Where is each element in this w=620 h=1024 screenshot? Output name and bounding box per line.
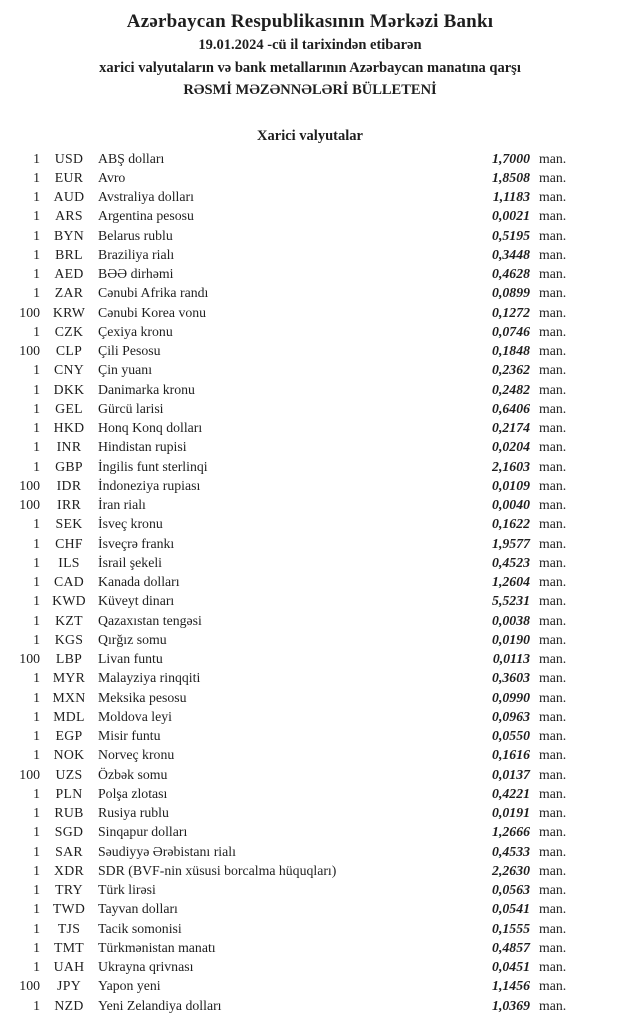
currency-code-cell: GEL	[55, 400, 83, 416]
currency-code-cell: MYR	[52, 670, 86, 686]
currency-code-cell: IRR	[57, 497, 81, 512]
currency-code-cell: NOK	[53, 747, 85, 763]
rate-value-cell: 0,0040	[492, 497, 530, 512]
section-title: Xarici valyutalar	[257, 127, 363, 144]
table-row	[0, 168, 576, 187]
quantity-cell: 1	[33, 150, 40, 166]
currency-name-cell: Moldova leyi	[98, 708, 172, 724]
table-row	[0, 591, 576, 610]
quantity-cell: 1	[33, 458, 40, 474]
currency-name-cell: Argentina pesosu	[98, 208, 194, 224]
rate-value-cell: 0,2174	[492, 420, 530, 435]
quantity-cell: 100	[19, 343, 40, 358]
quantity-cell: 1	[33, 785, 40, 801]
table-row	[0, 765, 576, 784]
quantity-cell: 1	[33, 612, 40, 628]
rate-value-cell: 0,3603	[492, 670, 530, 686]
quantity-cell: 1	[33, 246, 40, 262]
table-row	[0, 187, 576, 206]
unit-cell: man.	[539, 400, 567, 416]
rate-value-cell: 0,4857	[492, 939, 530, 955]
quantity-cell: 1	[33, 516, 40, 532]
unit-cell: man.	[539, 862, 567, 878]
currency-name-cell: Avstraliya dolları	[98, 189, 194, 204]
currency-code-cell: DKK	[53, 381, 85, 397]
currency-code-cell: IDR	[56, 477, 82, 493]
table-row	[0, 245, 576, 264]
currency-name-cell: Türkmənistan manatı	[98, 939, 216, 955]
quantity-cell: 1	[33, 901, 40, 917]
rate-value-cell: 0,5195	[492, 227, 530, 243]
quantity-cell: 1	[33, 670, 40, 686]
rate-value-cell: 0,0451	[492, 959, 530, 974]
quantity-cell: 1	[33, 843, 40, 859]
rate-value-cell: 1,1456	[492, 978, 530, 994]
unit-cell: man.	[539, 843, 567, 859]
currency-code-cell: SAR	[55, 843, 83, 859]
currency-name-cell: Kanada dolları	[98, 574, 180, 589]
currency-name-cell: Cənubi Korea vonu	[98, 304, 207, 320]
rate-value-cell: 0,2362	[492, 362, 530, 378]
rate-value-cell: 0,0021	[492, 208, 530, 224]
currency-code-cell: EUR	[54, 169, 84, 185]
unit-cell: man.	[539, 574, 567, 589]
quantity-cell: 1	[33, 728, 40, 743]
table-row	[0, 707, 576, 726]
unit-cell: man.	[539, 420, 567, 435]
table-row	[0, 880, 576, 899]
bank-name-title: Azərbaycan Respublikasının Mərkəzi Bankı	[126, 11, 494, 32]
table-row	[0, 688, 576, 707]
table-row	[0, 283, 576, 302]
quantity-cell: 1	[33, 439, 40, 455]
table-row	[0, 206, 576, 225]
currency-name-cell: Küveyt dinarı	[98, 593, 175, 609]
unit-cell: man.	[539, 554, 567, 570]
table-row	[0, 861, 576, 880]
quantity-cell: 100	[19, 477, 40, 493]
currency-name-cell: Avro	[98, 169, 126, 185]
table-row	[0, 726, 576, 745]
table-row	[0, 822, 576, 841]
table-row	[0, 457, 576, 476]
rate-value-cell: 0,0113	[492, 651, 530, 666]
currency-name-cell: İndoneziya rupiası	[98, 477, 201, 493]
unit-cell: man.	[539, 978, 567, 994]
currency-name-cell: Tayvan dolları	[98, 901, 178, 917]
quantity-cell: 1	[33, 400, 40, 416]
table-row	[0, 938, 576, 957]
table-row	[0, 264, 576, 283]
table-row	[0, 803, 576, 822]
currency-name-cell: Rusiya rublu	[98, 805, 169, 820]
table-row	[0, 630, 576, 649]
unit-cell: man.	[539, 708, 567, 724]
rate-value-cell: 0,0204	[492, 439, 530, 455]
unit-cell: man.	[539, 805, 567, 820]
rates-table	[0, 149, 576, 1015]
rate-value-cell: 1,0369	[492, 997, 530, 1013]
currency-name-cell: Honq Konq dolları	[98, 420, 203, 435]
currency-code-cell: TWD	[52, 901, 86, 917]
unit-cell: man.	[539, 208, 567, 224]
rate-value-cell: 1,2666	[492, 824, 530, 840]
rate-value-cell: 0,2482	[492, 381, 530, 397]
currency-code-cell: KWD	[52, 593, 86, 609]
currency-code-cell: BRL	[55, 246, 83, 262]
currency-code-cell: NZD	[54, 997, 84, 1013]
quantity-cell: 1	[33, 959, 40, 974]
currency-name-cell: ABŞ dolları	[98, 150, 165, 166]
currency-name-cell: SDR (BVF-nin xüsusi borcalma hüquqları)	[98, 862, 337, 878]
unit-cell: man.	[539, 824, 567, 840]
unit-cell: man.	[539, 920, 567, 936]
quantity-cell: 1	[33, 266, 40, 281]
currency-code-cell: INR	[56, 439, 82, 455]
currency-name-cell: Sinqapur dolları	[98, 824, 188, 840]
rate-value-cell: 2,1603	[492, 458, 530, 474]
currency-code-cell: KZT	[55, 612, 83, 628]
currency-code-cell: TRY	[55, 882, 83, 897]
rate-value-cell: 0,1555	[492, 920, 530, 936]
currency-code-cell: MXN	[52, 689, 86, 705]
quantity-cell: 100	[19, 978, 40, 994]
rate-value-cell: 5,5231	[492, 593, 530, 609]
table-row	[0, 745, 576, 764]
currency-name-cell: Danimarka kronu	[98, 381, 195, 397]
unit-cell: man.	[539, 169, 567, 185]
quantity-cell: 1	[33, 997, 40, 1013]
currency-code-cell: TMT	[53, 939, 85, 955]
currency-name-cell: Meksika pesosu	[98, 689, 187, 705]
currency-code-cell: SGD	[54, 824, 84, 840]
currency-code-cell: AED	[54, 266, 84, 281]
quantity-cell: 1	[33, 535, 40, 551]
currency-code-cell: TJS	[57, 920, 81, 936]
rate-value-cell: 0,0963	[492, 708, 530, 724]
quantity-cell: 100	[19, 651, 40, 666]
rate-value-cell: 0,0190	[492, 631, 530, 647]
table-row	[0, 919, 576, 938]
quantity-cell: 1	[33, 747, 40, 763]
unit-cell: man.	[539, 246, 567, 262]
table-row	[0, 611, 576, 630]
currency-name-cell: Çili Pesosu	[98, 343, 161, 358]
currency-code-cell: GBP	[55, 458, 83, 474]
table-row	[0, 649, 576, 668]
currency-name-cell: Livan funtu	[98, 651, 163, 666]
rate-value-cell: 1,9577	[492, 535, 530, 551]
rate-value-cell: 0,0541	[492, 901, 530, 917]
unit-cell: man.	[539, 362, 567, 378]
unit-cell: man.	[539, 882, 567, 897]
quantity-cell: 1	[33, 381, 40, 397]
rate-value-cell: 0,1848	[492, 343, 530, 358]
quantity-cell: 100	[19, 304, 40, 320]
table-row	[0, 784, 576, 803]
currency-name-cell: Misir funtu	[98, 728, 161, 743]
currency-name-cell: İran rialı	[98, 497, 146, 512]
unit-cell: man.	[539, 343, 567, 358]
currency-code-cell: JPY	[57, 978, 81, 994]
table-row	[0, 976, 576, 995]
currency-name-cell: Braziliya rialı	[98, 246, 175, 262]
rate-value-cell: 1,8508	[492, 169, 530, 185]
currency-name-cell: Gürcü larisi	[98, 400, 164, 416]
rate-value-cell: 0,4221	[492, 785, 530, 801]
currency-code-cell: UZS	[55, 766, 83, 782]
quantity-cell: 1	[33, 862, 40, 878]
currency-code-cell: KGS	[54, 631, 84, 647]
rate-value-cell: 0,1622	[492, 516, 530, 532]
unit-cell: man.	[539, 612, 567, 628]
rate-value-cell: 0,0137	[492, 766, 530, 782]
currency-name-cell: Türk lirəsi	[98, 882, 156, 897]
currency-code-cell: USD	[54, 150, 84, 166]
unit-cell: man.	[539, 535, 567, 551]
quantity-cell: 100	[19, 766, 40, 782]
unit-cell: man.	[539, 651, 567, 666]
table-row	[0, 226, 576, 245]
currency-code-cell: ILS	[58, 554, 80, 570]
quantity-cell: 1	[33, 805, 40, 820]
quantity-cell: 1	[33, 227, 40, 243]
unit-cell: man.	[539, 227, 567, 243]
currency-code-cell: SEK	[55, 516, 83, 532]
subject-line: xarici valyutaların və bank metallarının Azərbaycan manatına qarşı	[99, 59, 521, 76]
quantity-cell: 1	[33, 208, 40, 224]
quantity-cell: 1	[33, 631, 40, 647]
bulletin-title: RƏSMİ MƏZƏNNƏLƏRİ BÜLLETENİ	[183, 82, 437, 98]
unit-cell: man.	[539, 901, 567, 917]
unit-cell: man.	[539, 747, 567, 763]
quantity-cell: 100	[19, 497, 40, 512]
table-row	[0, 303, 576, 322]
unit-cell: man.	[539, 189, 567, 204]
quantity-cell: 1	[33, 420, 40, 435]
quantity-cell: 1	[33, 882, 40, 897]
unit-cell: man.	[539, 997, 567, 1013]
currency-code-cell: XDR	[53, 862, 85, 878]
unit-cell: man.	[539, 497, 567, 512]
currency-code-cell: CZK	[54, 323, 84, 339]
table-row	[0, 514, 576, 533]
unit-cell: man.	[539, 670, 567, 686]
currency-code-cell: RUB	[54, 805, 84, 820]
table-row	[0, 341, 576, 360]
table-row	[0, 360, 576, 379]
currency-name-cell: Çin yuanı	[98, 362, 153, 378]
table-row	[0, 572, 576, 591]
rate-value-cell: 0,0038	[492, 612, 530, 628]
table-row	[0, 380, 576, 399]
table-row	[0, 534, 576, 553]
currency-name-cell: BƏƏ dirhəmi	[98, 266, 174, 281]
currency-code-cell: UAH	[53, 959, 85, 974]
currency-name-cell: Malayziya rinqqiti	[98, 670, 201, 686]
currency-name-cell: Cənubi Afrika randı	[98, 285, 209, 301]
unit-cell: man.	[539, 304, 567, 320]
currency-code-cell: HKD	[53, 420, 85, 435]
quantity-cell: 1	[33, 824, 40, 840]
rate-value-cell: 0,0899	[492, 285, 530, 301]
table-row	[0, 149, 576, 168]
unit-cell: man.	[539, 266, 567, 281]
effective-date-line: 19.01.2024 -cü il tarixindən etibarən	[198, 37, 422, 53]
unit-cell: man.	[539, 728, 567, 743]
currency-code-cell: CHF	[55, 535, 83, 551]
unit-cell: man.	[539, 381, 567, 397]
currency-code-cell: ZAR	[54, 285, 84, 301]
quantity-cell: 1	[33, 939, 40, 955]
rate-value-cell: 0,4628	[492, 266, 530, 281]
currency-name-cell: İsveç kronu	[98, 516, 163, 532]
rate-value-cell: 1,1183	[492, 189, 530, 204]
rate-value-cell: 0,4533	[492, 843, 530, 859]
quantity-cell: 1	[33, 189, 40, 204]
table-row	[0, 495, 576, 514]
rate-value-cell: 0,0550	[492, 728, 530, 743]
unit-cell: man.	[539, 959, 567, 974]
currency-name-cell: Ukrayna qrivnası	[98, 959, 194, 974]
currency-name-cell: Hindistan rupisi	[98, 439, 187, 455]
currency-code-cell: CLP	[55, 343, 83, 358]
unit-cell: man.	[539, 766, 567, 782]
unit-cell: man.	[539, 477, 567, 493]
currency-name-cell: Qazaxıstan tengəsi	[98, 612, 202, 628]
currency-name-cell: Yeni Zelandiya dolları	[98, 997, 222, 1013]
currency-name-cell: Çexiya kronu	[98, 323, 173, 339]
unit-cell: man.	[539, 285, 567, 301]
table-row	[0, 842, 576, 861]
unit-cell: man.	[539, 785, 567, 801]
currency-name-cell: Qırğız somu	[98, 631, 167, 647]
rate-value-cell: 0,0109	[492, 477, 530, 493]
unit-cell: man.	[539, 631, 567, 647]
currency-code-cell: ARS	[55, 208, 83, 224]
currency-name-cell: İsrail şekeli	[98, 554, 162, 570]
table-row	[0, 668, 576, 687]
currency-name-cell: Polşa zlotası	[98, 785, 168, 801]
currency-code-cell: KRW	[52, 304, 86, 320]
table-row	[0, 899, 576, 918]
quantity-cell: 1	[33, 362, 40, 378]
table-row	[0, 322, 576, 341]
rate-value-cell: 0,0746	[492, 323, 530, 339]
rate-value-cell: 0,1272	[492, 304, 530, 320]
unit-cell: man.	[539, 939, 567, 955]
currency-name-cell: Norveç kronu	[98, 747, 175, 763]
table-row	[0, 957, 576, 976]
table-row	[0, 996, 576, 1015]
rate-value-cell: 0,4523	[492, 554, 530, 570]
rate-value-cell: 0,0563	[492, 882, 530, 897]
rate-value-cell: 0,6406	[492, 400, 530, 416]
rate-value-cell: 0,1616	[492, 747, 530, 763]
rate-value-cell: 0,0990	[492, 689, 530, 705]
rate-value-cell: 1,7000	[492, 150, 530, 166]
quantity-cell: 1	[33, 593, 40, 609]
quantity-cell: 1	[33, 554, 40, 570]
currency-name-cell: İngilis funt sterlinqi	[98, 458, 208, 474]
currency-code-cell: MDL	[53, 708, 85, 724]
quantity-cell: 1	[33, 920, 40, 936]
unit-cell: man.	[539, 689, 567, 705]
currency-code-cell: CAD	[53, 574, 85, 589]
quantity-cell: 1	[33, 285, 40, 301]
quantity-cell: 1	[33, 323, 40, 339]
table-row	[0, 476, 576, 495]
table-row	[0, 437, 576, 456]
currency-name-cell: Özbək somu	[98, 766, 168, 782]
rate-value-cell: 1,2604	[492, 574, 530, 589]
unit-cell: man.	[539, 439, 567, 455]
currency-code-cell: EGP	[55, 728, 83, 743]
quantity-cell: 1	[33, 689, 40, 705]
unit-cell: man.	[539, 593, 567, 609]
unit-cell: man.	[539, 458, 567, 474]
quantity-cell: 1	[33, 574, 40, 589]
quantity-cell: 1	[33, 708, 40, 724]
currency-code-cell: PLN	[55, 785, 83, 801]
rate-value-cell: 0,0191	[492, 805, 530, 820]
currency-name-cell: Belarus rublu	[98, 227, 173, 243]
currency-code-cell: BYN	[53, 227, 85, 243]
table-row	[0, 399, 576, 418]
currency-name-cell: İsveçrə frankı	[98, 535, 175, 551]
rate-value-cell: 2,2630	[492, 862, 530, 878]
unit-cell: man.	[539, 150, 567, 166]
currency-code-cell: LBP	[55, 651, 83, 666]
currency-name-cell: Səudiyyə Ərəbistanı rialı	[98, 843, 236, 859]
currency-name-cell: Tacik somonisi	[98, 920, 182, 936]
rate-value-cell: 0,3448	[492, 246, 530, 262]
bulletin-header	[0, 0, 620, 102]
currency-name-cell: Yapon yeni	[98, 978, 161, 994]
table-row	[0, 418, 576, 437]
currency-code-cell: AUD	[53, 189, 85, 204]
unit-cell: man.	[539, 323, 567, 339]
quantity-cell: 1	[33, 169, 40, 185]
currency-code-cell: CNY	[53, 362, 85, 378]
unit-cell: man.	[539, 516, 567, 532]
table-row	[0, 553, 576, 572]
